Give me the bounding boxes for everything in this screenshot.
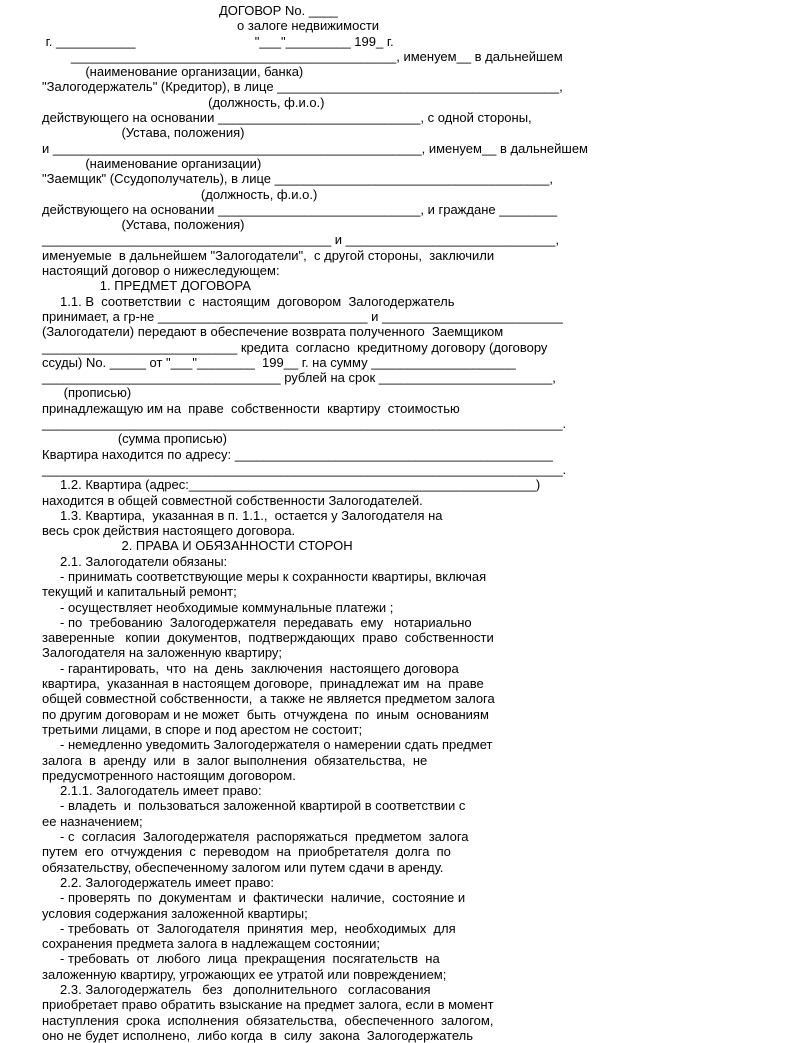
document-line: - принимать соответствующие меры к сохранности квартиры, включая: [42, 568, 487, 584]
document-line: третьими лицами, в споре и под арестом не состоит;: [42, 721, 363, 737]
document-line: 2.1. Залогодатели обязаны:: [42, 553, 228, 569]
document-line: общей совместной собственности, а также не является предметом залога: [42, 691, 495, 707]
document-line: 2.1.1. Залогодатель имеет право:: [42, 783, 262, 799]
document-line: 2. ПРАВА И ОБЯЗАННОСТИ СТОРОН: [42, 538, 353, 554]
document-line: и ___________________________________________________, именуем__ в дальнейшем: [42, 140, 588, 156]
document-line: - с согласия Залогодержателя распоряжаться предметом залога: [42, 829, 469, 845]
document-line: ________________________________________________________________________.: [42, 461, 567, 477]
document-line: - владеть и пользоваться заложенной квартирой в соответствии с: [42, 798, 466, 814]
document-line: оно не будет исполнено, либо когда в силу закона Залогодержатель: [42, 1027, 474, 1043]
document-line: - немедленно уведомить Залогодержателя о намерении сдать предмет: [42, 737, 493, 753]
document-line: настоящий договор о нижеследующем:: [42, 263, 280, 279]
document-line: (сумма прописью): [42, 431, 227, 447]
document-line: 1. ПРЕДМЕТ ДОГОВОРА: [42, 278, 251, 294]
document-line: (должность, ф.и.о.): [42, 186, 318, 202]
document-line: сохранения предмета залога в надлежащем состоянии;: [42, 936, 381, 952]
document-line: именуемые в дальнейшем "Залогодатели", с другой стороны, заключили: [42, 247, 495, 263]
document-line: "Заемщик" (Ссудополучатель), в лице ______________________________________,: [42, 171, 553, 187]
document-line: 1.3. Квартира, указанная в п. 1.1., остается у Залогодателя на: [42, 507, 443, 523]
document-line: - осуществляет необходимые коммунальные платежи ;: [42, 599, 394, 615]
document-line: _________________________________ рублей на срок ________________________,: [42, 370, 556, 386]
document-line: текущий и капитальный ремонт;: [42, 584, 237, 600]
document-line: "Залогодержатель" (Кредитор), в лице _______________________________________,: [42, 79, 563, 95]
document-line: обязательству, обеспеченному залогом или путем сдачи в аренду.: [42, 859, 444, 875]
document-line: 2.2. Залогодержатель имеет право:: [42, 874, 274, 890]
document-line: действующего на основании ____________________________, с одной стороны,: [42, 110, 532, 126]
document-line: ссуды) No. _____ от "___"________ 199__ г. на сумму ____________________: [42, 354, 516, 370]
document-line: по другим договорам и не может быть отчуждена по иным основаниям: [42, 706, 489, 722]
document-line: (Устава, положения): [42, 125, 245, 141]
document-line: условия содержания заложенной квартиры;: [42, 905, 308, 921]
document-line: квартира, указанная в настоящем договоре, принадлежат им на праве: [42, 676, 484, 692]
document-line: (Залогодатели) передают в обеспечение возврата полученного Заемщиком: [42, 324, 504, 340]
document-line: - проверять по документам и фактически наличие, состояние и: [42, 890, 466, 906]
document-line: наступления срока исполнения обязательства, обеспеченного залогом,: [42, 1012, 494, 1028]
document-line: ___________________________ кредита согласно кредитному договору (договору: [42, 339, 548, 355]
document-line: (прописью): [42, 385, 132, 401]
document-line: (наименование организации, банка): [42, 64, 304, 80]
document-line: - гарантировать, что на день заключения настоящего договора: [42, 660, 459, 676]
document-line: о залоге недвижимости: [42, 18, 380, 34]
document-line: 2.3. Залогодержатель без дополнительного согласования: [42, 982, 431, 997]
document-line: заложенную квартиру, угрожающих ее утратой или повреждением;: [42, 966, 447, 982]
document-line: весь срок действия настоящего договора.: [42, 523, 296, 539]
document-line: ________________________________________ и _____________________________,: [42, 232, 559, 248]
document-line: - требовать от Залогодателя принятия мер, необходимых для: [42, 920, 456, 936]
document-line: _____________________________________________, именуем__ в дальнейшем: [42, 48, 563, 64]
document-line: приобретает право обратить взыскание на предмет залога, если в момент: [42, 997, 494, 1013]
document-line: (Устава, положения): [42, 217, 245, 233]
document-line: предусмотренного настоящим договором.: [42, 767, 296, 783]
document-line: (должность, ф.и.о.): [42, 94, 325, 110]
document-line: - по требованию Залогодержателя передавать ему нотариально: [42, 614, 472, 630]
document-line: заверенные копии документов, подтверждающих право собственности: [42, 630, 494, 646]
document-line: 1.2. Квартира (адрес:________________________________________________): [42, 477, 541, 493]
document-line: принадлежащую им на праве собственности квартиру стоимостью: [42, 400, 460, 416]
document-line: ________________________________________________________________________.: [42, 416, 567, 432]
document-line: находится в общей совместной собственности Залогодателей.: [42, 492, 423, 508]
document-line: (наименование организации): [42, 155, 262, 171]
document-line: - требовать от любого лица прекращения посягательств на: [42, 951, 440, 967]
document-line: залога в аренду или в залог выполнения обязательства, не: [42, 752, 428, 768]
document-line: ее назначением;: [42, 813, 143, 829]
document-line: путем его отчуждения с переводом на приобретателя долга по: [42, 844, 451, 860]
document-line: г. ___________ "___"_________ 199_ г.: [42, 33, 394, 49]
document-line: ДОГОВОР No. ____: [42, 3, 338, 18]
document-line: принимает, а гр-не _____________________________ и _________________________: [42, 308, 563, 324]
document-line: Залогодателя на заложенную квартиру;: [42, 645, 283, 661]
document-line: 1.1. В соответствии с настоящим договором Залогодержатель: [42, 293, 455, 309]
document-line: действующего на основании ____________________________, и граждане ________: [42, 201, 558, 217]
document-line: Квартира находится по адресу: ____________________________________________: [42, 446, 553, 462]
